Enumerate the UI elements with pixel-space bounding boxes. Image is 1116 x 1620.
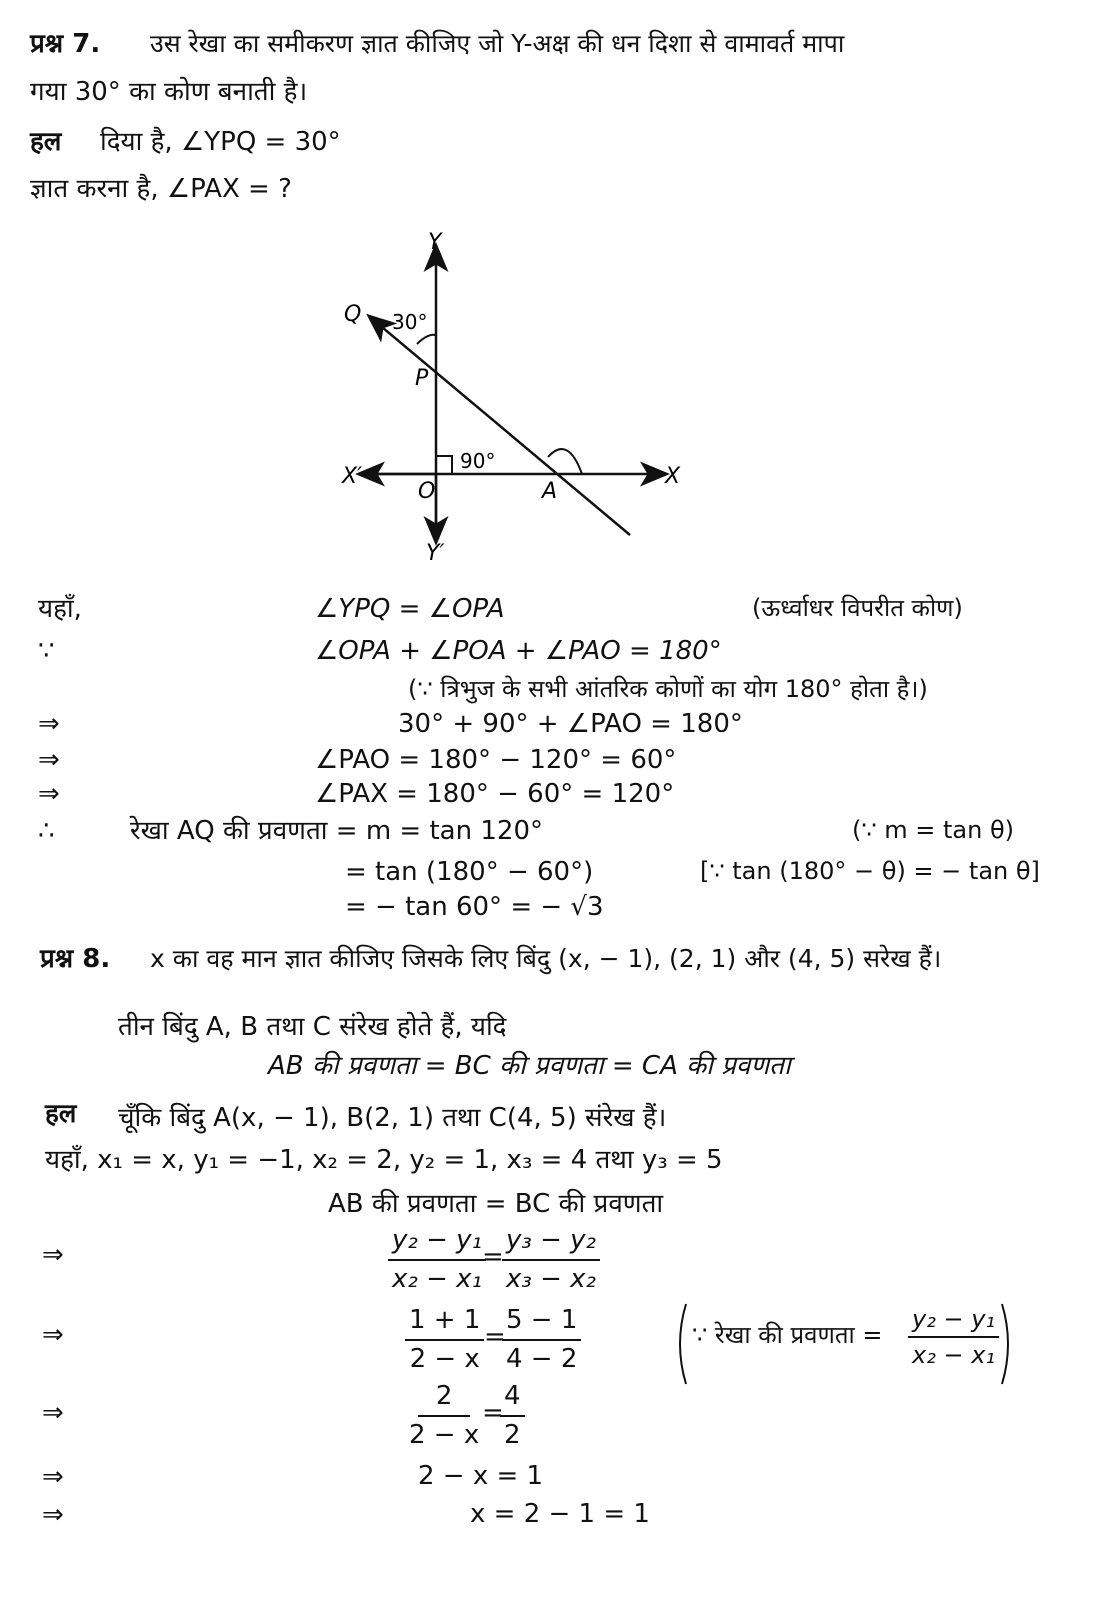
label-a: A	[542, 479, 558, 504]
q7-step8-reason: [∵ tan (180° − θ) = − tan θ]	[700, 857, 1040, 885]
label-o: O	[418, 479, 436, 504]
q7-step7-prefix: ∴	[38, 816, 55, 846]
q7-step3-expr: (∵ त्रिभुज के सभी आंतरिक कोणों का योग 180° होता है।)	[408, 675, 928, 703]
q8-f3-equals: =	[482, 1398, 504, 1428]
label-angle-30: 30°	[392, 310, 428, 334]
q7-step7-reason: (∵ m = tan θ)	[852, 816, 1015, 844]
q8-f3-left-num: 2	[418, 1380, 471, 1417]
label-y: Y	[428, 230, 442, 255]
q8-f1-equals: =	[482, 1242, 504, 1272]
q8-f3-left-den: 2 − x	[409, 1419, 480, 1450]
q8-f1-left-num: y₂ − y₁	[388, 1224, 486, 1261]
q8-arrow-1: ⇒	[42, 1240, 64, 1270]
q7-step1-prefix: यहाँ,	[38, 594, 82, 624]
q7-step5-prefix: ⇒	[38, 745, 60, 775]
q8-arrow-4: ⇒	[42, 1462, 64, 1492]
q7-hal-label: हल	[30, 127, 62, 157]
q8-f3-right-num: 4	[500, 1380, 525, 1417]
line-aq	[370, 317, 630, 535]
label-angle-90: 90°	[460, 449, 496, 473]
q8-sol-line1: चूँकि बिंदु A(x, − 1), B(2, 1) तथा C(4, 5) संरेख हैं।	[118, 1103, 667, 1133]
label-p: P	[415, 366, 429, 391]
q8-f2-right	[502, 1304, 581, 1375]
q7-step4-expr: 30° + 90° + ∠PAO = 180°	[398, 709, 743, 739]
q7-label: प्रश्न 7.	[30, 29, 101, 59]
label-x-prime: X′	[342, 464, 363, 489]
q7-step7-expr: रेखा AQ की प्रवणता = m = tan 120°	[130, 816, 543, 846]
label-q: Q	[344, 302, 362, 327]
q7-step8-expr: = tan (180° − 60°)	[345, 857, 594, 887]
q8-question: x का वह मान ज्ञात कीजिए जिसके लिए बिंदु (x, − 1), (2, 1) और (4, 5) सरेख हैं।	[150, 944, 942, 973]
q7-figure	[320, 225, 720, 575]
q8-reason-num: y₂ − y₁	[908, 1304, 999, 1338]
q8-f3-left	[405, 1380, 483, 1451]
q8-sol-line3: AB की प्रवणता = BC की प्रवणता	[328, 1189, 664, 1219]
q8-f2-right-den: 4 − 2	[506, 1343, 578, 1374]
q8-f2-left-den: 2 − x	[409, 1343, 480, 1374]
label-y-prime: Y′	[426, 541, 445, 566]
q8-reason-den: x₂ − x₁	[912, 1341, 996, 1369]
q8-sol-line2: यहाँ, x₁ = x, y₁ = −1, x₂ = 2, y₂ = 1, x₃ = 4 तथा y₃ = 5	[45, 1145, 723, 1175]
q8-label: प्रश्न 8.	[40, 944, 111, 974]
q8-f1-right-den: x₃ − x₂	[506, 1263, 596, 1294]
q8-f1-left-den: x₂ − x₁	[392, 1263, 482, 1294]
q8-f2-left-num: 1 + 1	[405, 1304, 484, 1341]
q7-question-line1: उस रेखा का समीकरण ज्ञात कीजिए जो Y-अक्ष की धन दिशा से वामावर्त मापा	[150, 29, 845, 58]
q8-f3-right	[500, 1380, 525, 1451]
q7-step2-prefix: ∵	[38, 636, 55, 666]
q8-f1-left	[388, 1224, 486, 1295]
q7-step4-prefix: ⇒	[38, 709, 60, 739]
q8-f1-right	[502, 1224, 600, 1295]
q8-note-line2: AB की प्रवणता = BC की प्रवणता = CA की प्रवणता	[268, 1051, 791, 1081]
q7-question-line2: गया 30° का कोण बनाती है।	[30, 77, 308, 107]
q8-f2-left	[405, 1304, 484, 1375]
q7-step2-expr: ∠OPA + ∠POA + ∠PAO = 180°	[315, 636, 722, 666]
q8-f2-reason-frac	[908, 1304, 999, 1370]
q8-note-line1: तीन बिंदु A, B तथा C संरेख होते हैं, यदि	[118, 1012, 507, 1042]
q8-f3-right-den: 2	[504, 1419, 521, 1450]
q8-hal-label: हल	[45, 1099, 77, 1129]
q8-step4: 2 − x = 1	[418, 1461, 544, 1491]
q7-step6-expr: ∠PAX = 180° − 60° = 120°	[315, 779, 675, 809]
q8-step5: x = 2 − 1 = 1	[470, 1499, 650, 1529]
q7-find: ज्ञात करना है, ∠PAX = ?	[30, 174, 292, 204]
right-angle-mark	[436, 456, 452, 474]
angle-30-arc	[417, 335, 436, 344]
q8-arrow-5: ⇒	[42, 1500, 64, 1530]
q7-step5-expr: ∠PAO = 180° − 120° = 60°	[315, 745, 677, 775]
q7-step9-expr: = − tan 60° = − √3	[345, 892, 604, 922]
q8-f1-right-num: y₃ − y₂	[502, 1224, 600, 1261]
label-x: X	[665, 464, 681, 489]
q8-f2-equals: =	[484, 1322, 506, 1352]
q7-step1-reason: (ऊर्ध्वाधर विपरीत कोण)	[752, 594, 963, 622]
q7-step6-prefix: ⇒	[38, 779, 60, 809]
q7-step1-expr: ∠YPQ = ∠OPA	[315, 594, 505, 624]
q8-arrow-3: ⇒	[42, 1398, 64, 1428]
q8-arrow-2: ⇒	[42, 1320, 64, 1350]
q8-f2-reason: ∵ रेखा की प्रवणता =	[692, 1321, 883, 1349]
q7-given: दिया है, ∠YPQ = 30°	[100, 127, 341, 157]
q8-f2-right-num: 5 − 1	[502, 1304, 581, 1341]
